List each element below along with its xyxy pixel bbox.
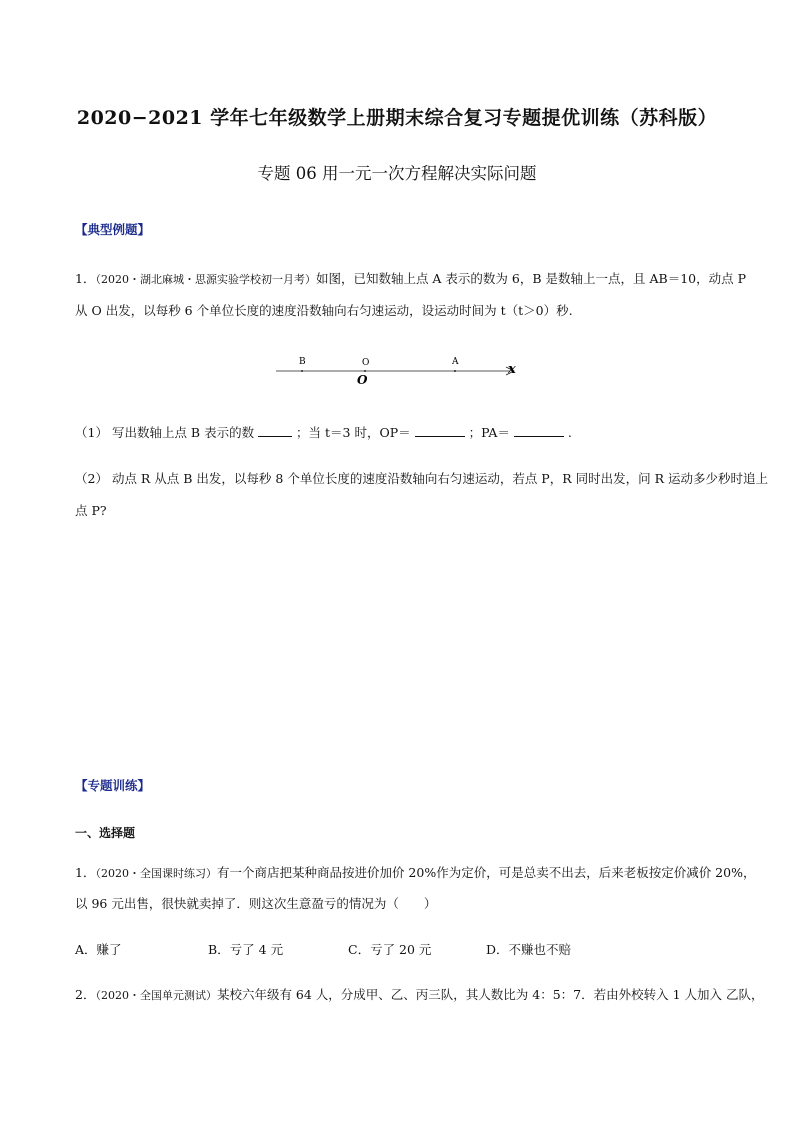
page-subtitle: 专题 06 用一元一次方程解决实际问题: [257, 164, 537, 183]
label-B: B: [299, 357, 306, 367]
label-O-bottom: O: [357, 373, 368, 387]
problem-text-line2: 从 O 出发，以每秒 6 个单位长度的速度沿数轴向右匀速运动，设运动时间为 t（t＞0）秒.: [75, 303, 573, 318]
training-q1-number: 1．: [75, 865, 96, 880]
q1-text-c: ；PA＝: [468, 425, 510, 440]
training-q1-source: （2020・全国课时练习）: [95, 867, 217, 880]
q1-text-d: .: [567, 425, 572, 440]
option-A[interactable]: A．赚了: [75, 942, 122, 957]
q2-prefix: （2）: [75, 471, 108, 486]
label-A: A: [452, 357, 459, 367]
option-B[interactable]: B．亏了 4 元: [208, 942, 284, 957]
option-C[interactable]: C．亏了 20 元: [348, 942, 432, 957]
training-q2-text-line1: 某校六年级有 64 人，分成甲、乙、丙三队，其人数比为 4：5：7．若由外校转入 1 人加入 乙队，: [216, 987, 764, 1002]
number-line-figure: [270, 350, 530, 390]
training-section-heading: 【专题训练】: [75, 778, 151, 793]
q1-blank-PA[interactable]: [514, 424, 564, 437]
q2-text-line1: 动点 R 从点 B 出发，以每秒 8 个单位长度的速度沿数轴向右匀速运动，若点 P，R 同时出发，问 R 运动多少秒时追上: [111, 471, 768, 486]
training-q1-line1: [75, 864, 755, 883]
q2-text-line2: 点 P?: [75, 503, 107, 518]
point-O-dot: [364, 370, 366, 372]
problem-source: （2020・湖北麻城・思源实验学校初一月考）: [95, 273, 316, 286]
option-D[interactable]: D．不赚也不赔: [486, 942, 572, 957]
page-title: 2020−2021 学年七年级数学上册期末综合复习专题提优训练（苏科版）: [76, 107, 718, 129]
q1-text-a: 写出数轴上点 B 表示的数: [111, 425, 255, 440]
point-B-dot: [301, 370, 303, 372]
point-A-dot: [454, 370, 456, 372]
training-q1-text-line2: 以 96 元出售，很快就卖掉了．则这次生意盈亏的情况为（ ）: [75, 896, 437, 911]
label-x: x: [508, 362, 516, 377]
label-O-top: O: [362, 358, 370, 368]
q1-text-b: ；当 t＝3 时，OP＝: [296, 425, 411, 440]
problem-number: 1．: [75, 271, 96, 286]
training-q2-source: （2020・全国单元测试）: [95, 989, 217, 1002]
q1-blank-B[interactable]: [258, 424, 292, 437]
training-q1-text-line1: 有一个商店把某种商品按进价加价 20%作为定价，可是总卖不出去，后来老板按定价减价 20%，: [216, 865, 756, 880]
training-q2-line1: [75, 986, 764, 1005]
q1-blank-OP[interactable]: [415, 424, 465, 437]
question-1: [75, 424, 572, 442]
training-q2-number: 2．: [75, 987, 96, 1002]
multiple-choice-heading: 一、选择题: [75, 826, 136, 840]
example-section-heading: 【典型例题】: [75, 222, 151, 237]
problem-text-line1: 如图，已知数轴上点 A 表示的数为 6，B 是数轴上一点，且 AB＝10，动点 P: [315, 271, 746, 286]
question-2-line1: [75, 470, 768, 488]
example-problem-line1: [75, 270, 746, 289]
q1-prefix: （1）: [75, 425, 108, 440]
